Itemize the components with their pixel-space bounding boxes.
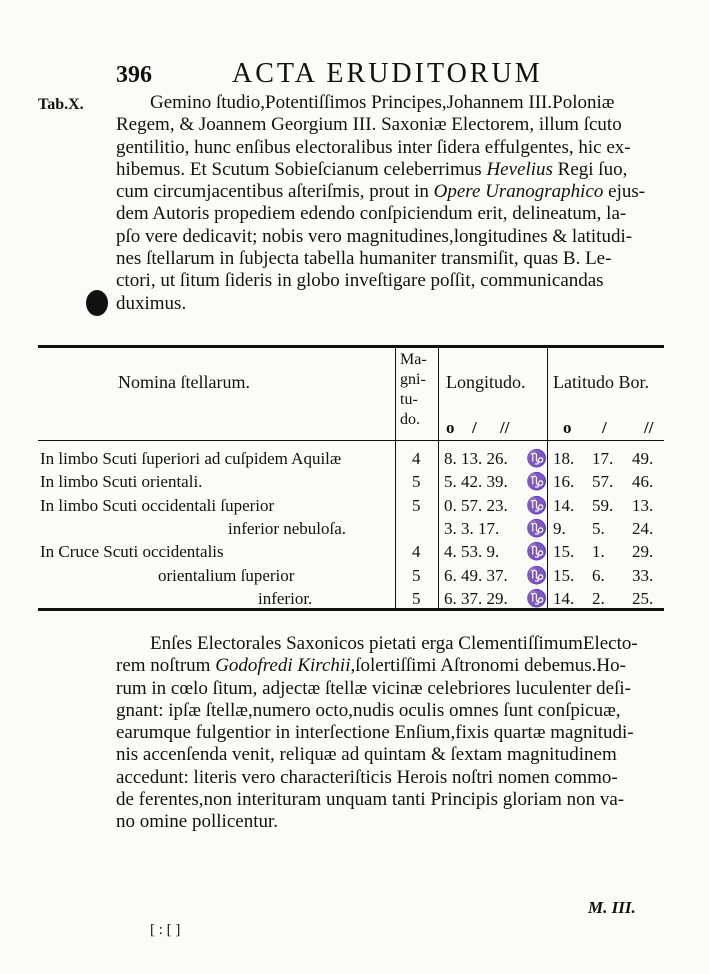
intro-paragraph [116, 92, 662, 315]
unit-degrees: o [446, 418, 455, 437]
star-name-cell: orientalium ſuperior [158, 565, 295, 585]
page-number: 396 [116, 62, 152, 88]
star-name-cell: In limbo Scuti orientali. [40, 472, 203, 492]
text-line: no omine pollicentur. [116, 811, 279, 833]
text-line: Regem, & Joannem Georgium III. Saxoniæ Electorem, illum ſcuto [116, 114, 622, 136]
second-paragraph [116, 633, 664, 834]
magnitude-cell: 4 [412, 542, 421, 562]
capricorn-sign-icon: ♑ [526, 449, 548, 468]
unit-seconds: // [644, 418, 654, 437]
latitude-minutes-cell: 6. [592, 565, 605, 585]
latitude-degrees-cell: 14. [553, 588, 575, 608]
unit-seconds: // [500, 418, 510, 437]
latitude-seconds-cell: 13. [632, 495, 654, 515]
capricorn-sign-icon: ♑ [526, 588, 548, 608]
latitude-minutes-cell: 5. [592, 518, 605, 538]
star-name-cell: In limbo Scuti occidentali ſuperior [40, 495, 275, 515]
capricorn-sign-icon: ♑ [526, 495, 548, 515]
text-line: accedunt: literis vero characteriſticis Herois noſtri nomen commo- [116, 766, 618, 788]
table-header-rule [38, 440, 664, 441]
text-line: ctori, ut ſitum ſideris in globo inveſtigare poſſit, communicandas [116, 270, 604, 292]
capricorn-sign-icon: ♑ [526, 518, 548, 538]
table-top-rule [38, 345, 664, 348]
text-line: earumque fulgentior in interſectione Enſium,fixis quartæ magnitudi- [116, 722, 634, 744]
latitude-degrees-cell: 9. [553, 518, 566, 538]
longitude-cell: 3. 3. 17. [444, 518, 500, 538]
capricorn-sign-icon: ♑ [526, 565, 548, 585]
latitude-seconds-cell: 33. [632, 565, 654, 585]
capricorn-sign-icon: ♑ [526, 472, 548, 492]
text-line: gentilitio, hunc enſibus electoralibus inter ſidera effulgentes, hic ex- [116, 136, 631, 158]
plate-reference: Tab.X. [38, 96, 84, 113]
text-line: cum circumjacentibus aſteriſmis, prout in Opere Uranographico ejus- [116, 181, 646, 203]
longitude-cell: 0. 57. 23. [444, 495, 508, 515]
text-line: nes ſtellarum in ſubjecta tabella humaniter transmiſit, quas B. Le- [116, 248, 612, 270]
magnitude-cell: 5 [412, 588, 421, 608]
magnitude-cell: 4 [412, 449, 421, 468]
latitude-degrees-cell: 16. [553, 472, 575, 492]
text-line: nis accenſenda venit, reliquæ ad quintam & ſextam magnitudinem [116, 744, 617, 766]
header-longitude: Longitudo. [446, 372, 526, 392]
magnitude-cell: 5 [412, 495, 421, 515]
latitude-minutes-cell: 2. [592, 588, 605, 608]
text-line: hibemus. Et Scutum Sobieſcianum celeberrimus Hevelius Regi ſuo, [116, 158, 628, 180]
longitude-cell: 6. 37. 29. [444, 588, 508, 608]
longitude-cell: 4. 53. 9. [444, 542, 500, 562]
latitude-degrees-cell: 18. [553, 449, 575, 468]
latitude-seconds-cell: 29. [632, 542, 654, 562]
text-line: de ferentes,non interituram unquam tanti Principis gloriam non va- [116, 789, 625, 811]
signature-mark: M. III. [588, 898, 636, 917]
unit-minutes: / [602, 418, 607, 437]
magnitude-cell: 5 [412, 472, 421, 492]
latitude-degrees-cell: 15. [553, 542, 575, 562]
latitude-degrees-cell: 14. [553, 495, 575, 515]
text-line: gnant: ipſæ ſtellæ,numero octo,nudis oculis omnes ſunt conſpicuæ, [116, 699, 621, 721]
latitude-minutes-cell: 57. [592, 472, 614, 492]
text-line: Enſes Electorales Saxonicos pietati erga ClementiſſimumElecto- [150, 633, 638, 654]
latitude-degrees-cell: 15. [553, 565, 575, 585]
ink-blot [86, 290, 108, 316]
column-divider [395, 348, 396, 608]
text-line: duximus. [116, 292, 187, 314]
latitude-seconds-cell: 46. [632, 472, 654, 492]
longitude-cell: 6. 49. 37. [444, 565, 508, 585]
latitude-seconds-cell: 24. [632, 518, 654, 538]
unit-degrees: o [563, 418, 572, 437]
text-line: rem noſtrum Godofredi Kirchii,ſolertiſſimi Aſtronomi debemus.Ho- [116, 655, 626, 677]
latitude-minutes-cell: 1. [592, 542, 605, 562]
star-name-cell: inferior nebuloſa. [228, 518, 347, 538]
magnitude-cell: 5 [412, 565, 421, 585]
text-line: dem Autoris propediem edendo conſpiciendum erit, delineatum, la- [116, 203, 627, 225]
longitude-cell: 8. 13. 26. [444, 449, 508, 468]
star-name-cell: In Cruce Scuti occidentalis [40, 542, 224, 562]
latitude-minutes-cell: 17. [592, 449, 614, 468]
latitude-minutes-cell: 59. [592, 495, 614, 515]
text-line: Gemino ſtudio,Potentiſſimos Principes,Johannem III.Poloniæ [150, 92, 615, 113]
column-divider [438, 348, 439, 608]
text-line: rum in cœlo ſitum, adjectæ ſtellæ vicinæ celebriores luculenter deſi- [116, 677, 631, 699]
star-name-cell: inferior. [258, 588, 313, 608]
header-magnitude: Ma- gni- tu- do. [400, 351, 427, 428]
latitude-seconds-cell: 49. [632, 449, 654, 468]
star-name-cell: In limbo Scuti ſuperiori ad cuſpidem Aquilæ [40, 449, 342, 468]
catchword: [ : [ ] [150, 922, 181, 938]
header-star-names: Nomina ſtellarum. [118, 372, 250, 392]
capricorn-sign-icon: ♑ [526, 542, 548, 562]
unit-minutes: / [472, 418, 477, 437]
longitude-cell: 5. 42. 39. [444, 472, 508, 492]
latitude-seconds-cell: 25. [632, 588, 654, 608]
running-title: ACTA ERUDITORUM [232, 58, 543, 89]
text-line: pſo vere dedicavit; nobis vero magnitudines,longitudines & latitudi- [116, 225, 633, 247]
header-latitude: Latitudo Bor. [553, 372, 649, 392]
